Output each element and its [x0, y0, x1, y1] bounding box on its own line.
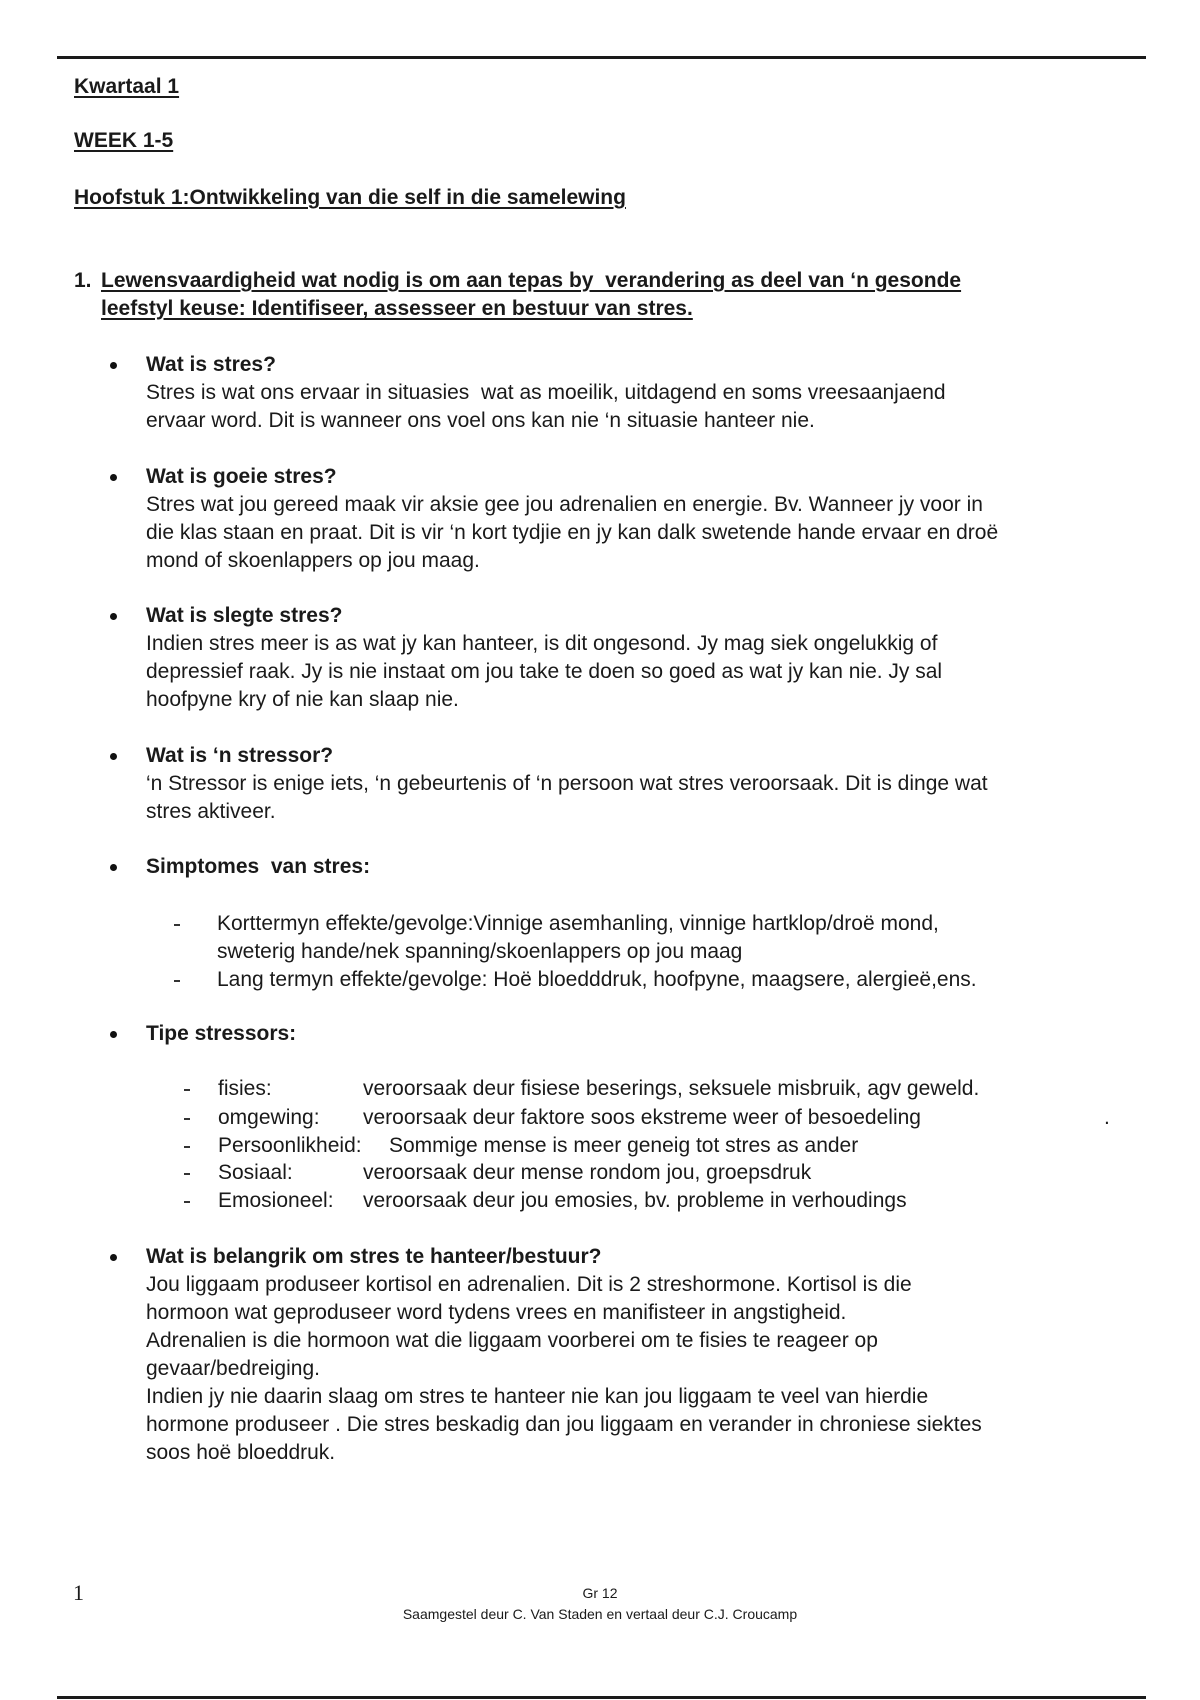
stressor-label: fisies: [218, 1077, 272, 1100]
stressor-text: veroorsaak deur fisiese beserings, seksuele misbruik, agv geweld. [363, 1077, 980, 1100]
stressor-label: Sosiaal: [218, 1161, 293, 1184]
bullet-text-line: hoofpyne kry of nie kan slaap nie. [146, 688, 459, 711]
top-rule [57, 56, 1146, 59]
bullet-text-line: ‘n Stressor is enige iets, ‘n gebeurtenis of ‘n persoon wat stres veroorsaak. Dit is dinge wat [146, 772, 988, 795]
bullet-text-line: mond of skoenlappers op jou maag. [146, 549, 480, 572]
symptom-line: Korttermyn effekte/gevolge:Vinnige asemhanling, vinnige hartklop/droë mond, [217, 912, 939, 935]
week-heading: WEEK 1-5 [74, 129, 174, 152]
dash-icon [184, 1173, 190, 1175]
stressor-label: Emosioneel: [218, 1189, 334, 1212]
stressor-label: omgewing: [218, 1106, 320, 1129]
dash-icon [174, 980, 180, 982]
bullet-text-line: Indien jy nie daarin slaag om stres te hanteer nie kan jou liggaam te veel van hierdie [146, 1385, 929, 1408]
stressor-text: veroorsaak deur mense rondom jou, groepsdruk [363, 1161, 812, 1184]
stressor-label: Persoonlikheid: [218, 1134, 362, 1157]
section-title-line: Lewensvaardigheid wat nodig is om aan tepas by verandering as deel van ‘n gesonde [101, 269, 962, 292]
bullet-text-line: depressief raak. Jy is nie instaat om jou take te doen so goed as wat jy kan nie. Jy sal [146, 660, 943, 683]
bullet-icon [110, 1254, 117, 1261]
footer-credit: Saamgestel deur C. Van Staden en vertaal deur C.J. Croucamp [402, 1606, 798, 1622]
dash-icon [184, 1089, 190, 1091]
bullet-icon [110, 1031, 117, 1038]
stressor-text: Sommige mense is meer geneig tot stres as ander [389, 1134, 859, 1157]
bullet-title: Wat is stres? [146, 353, 276, 376]
bullet-text-line: Stres wat jou gereed maak vir aksie gee jou adrenalien en energie. Bv. Wanneer jy voor in [146, 493, 983, 516]
symptom-line: sweterig hande/nek spanning/skoenlappers op jou maag [217, 940, 743, 963]
bullet-icon [110, 613, 117, 620]
bullet-text-line: Jou liggaam produseer kortisol en adrenalien. Dit is 2 streshormone. Kortisol is die [146, 1273, 912, 1296]
bullet-text-line: gevaar/bedreiging. [146, 1357, 320, 1380]
bullet-icon [110, 474, 117, 481]
dash-icon [174, 924, 180, 926]
bullet-text-line: hormone produseer . Die stres beskadig dan jou liggaam en verander in chroniese siektes [146, 1413, 982, 1436]
bullet-text-line: stres aktiveer. [146, 800, 276, 823]
bullet-icon [110, 362, 117, 369]
symptom-line: Lang termyn effekte/gevolge: Hoë bloedddruk, hoofpyne, maagsere, alergieë,ens. [217, 968, 977, 991]
stressor-text: veroorsaak deur jou emosies, bv. probleme in verhoudings [363, 1189, 907, 1212]
page-number: 1 [73, 1580, 84, 1605]
bullet-text-line: Adrenalien is die hormoon wat die liggaam voorberei om te fisies te reageer op [146, 1329, 878, 1352]
bullet-icon [110, 753, 117, 760]
bullet-icon [110, 864, 117, 871]
dash-icon [184, 1146, 190, 1148]
stressor-text: veroorsaak deur faktore soos ekstreme weer of besoedeling [363, 1106, 921, 1129]
bullet-text-line: Indien stres meer is as wat jy kan hanteer, is dit ongesond. Jy mag siek ongelukkig of [146, 632, 938, 655]
bullet-text-line: hormoon wat geproduseer word tydens vrees en manifisteer in angstigheid. [146, 1301, 847, 1324]
stray-mark: . [1104, 1106, 1110, 1129]
bullet-text-line: Stres is wat ons ervaar in situasies wat as moeilik, uitdagend en soms vreesaanjaend [146, 381, 946, 404]
dash-icon [184, 1201, 190, 1203]
bullet-title: Simptomes van stres: [146, 855, 371, 878]
bullet-text-line: soos hoë bloeddruk. [146, 1441, 336, 1464]
bullet-title: Wat is belangrik om stres te hanteer/bestuur? [146, 1245, 602, 1268]
dash-icon [184, 1118, 190, 1120]
quarter-heading: Kwartaal 1 [74, 75, 180, 98]
section-title-line: leefstyl keuse: Identifiseer, assesseer en bestuur van stres. [101, 297, 693, 320]
footer-grade: Gr 12 [582, 1585, 618, 1601]
bullet-text-line: ervaar word. Dit is wanneer ons voel ons kan nie ‘n situasie hanteer nie. [146, 409, 815, 432]
bottom-rule [57, 1696, 1146, 1699]
bullet-title: Wat is goeie stres? [146, 465, 337, 488]
bullet-text-line: die klas staan en praat. Dit is vir ‘n kort tydjie en jy kan dalk swetende hande ervaar en droë [146, 521, 999, 544]
bullet-title: Tipe stressors: [146, 1022, 297, 1045]
section-number: 1. [74, 269, 92, 292]
bullet-title: Wat is ‘n stressor? [146, 744, 334, 767]
chapter-heading: Hoofstuk 1:Ontwikkeling van die self in die samelewing [74, 186, 626, 209]
bullet-title: Wat is slegte stres? [146, 604, 343, 627]
